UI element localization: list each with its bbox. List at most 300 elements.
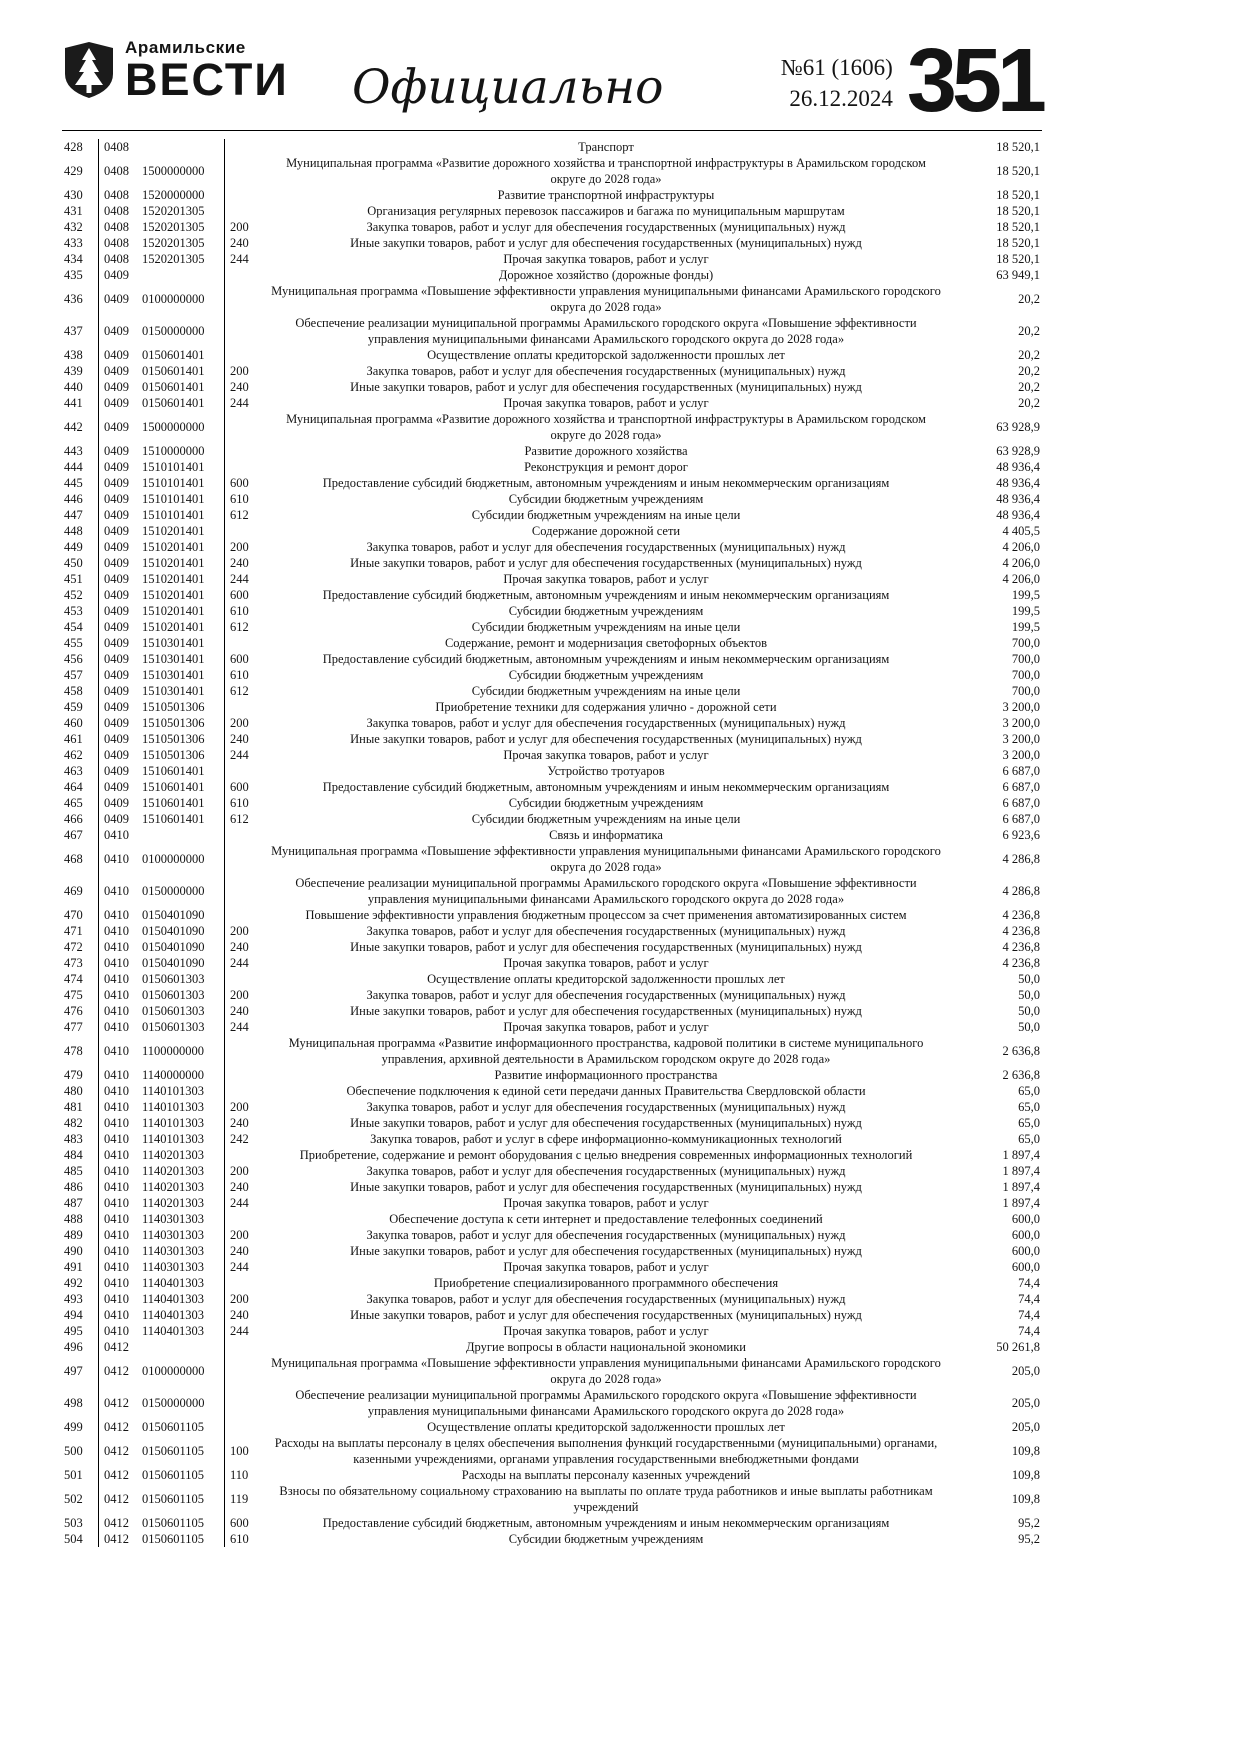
cell-vr: 600 [224, 779, 260, 795]
cell-num: 445 [64, 476, 83, 490]
cell-num: 501 [64, 1468, 83, 1482]
cell-csr: 0150601105 [142, 1468, 205, 1482]
cell-csr: 1520201305 [142, 220, 205, 234]
cell-num: 495 [64, 1324, 83, 1338]
cell-vr: 240 [224, 1003, 260, 1019]
table-row [62, 1147, 1042, 1163]
cell-num: 498 [64, 1396, 83, 1410]
masthead-city: Арамильские [125, 38, 246, 57]
cell-vr: 110 [224, 1467, 260, 1483]
cell-num: 473 [64, 956, 83, 970]
cell-rz: 0412 [98, 1387, 140, 1419]
cell-rz: 0412 [98, 1515, 140, 1531]
cell-vr [224, 1355, 260, 1387]
cell-num: 464 [64, 780, 83, 794]
cell-rz: 0409 [98, 443, 140, 459]
cell-name: Иные закупки товаров, работ и услуг для обеспечения государственных (муниципальных) нужд [350, 1180, 862, 1194]
cell-vr: 200 [224, 987, 260, 1003]
cell-num: 430 [64, 188, 83, 202]
cell-amount: 600,0 [1011, 1244, 1040, 1258]
cell-vr: 240 [224, 731, 260, 747]
cell-amount: 700,0 [1011, 668, 1040, 682]
cell-num: 456 [64, 652, 83, 666]
cell-num: 455 [64, 636, 83, 650]
table-row [62, 267, 1042, 283]
cell-name: Организация регулярных перевозок пассажиров и багажа по муниципальным маршрутам [367, 204, 845, 218]
cell-rz: 0408 [98, 203, 140, 219]
cell-num: 480 [64, 1084, 83, 1098]
cell-rz: 0409 [98, 635, 140, 651]
table-row [62, 139, 1042, 155]
cell-vr: 600 [224, 1515, 260, 1531]
cell-amount: 65,0 [1018, 1084, 1040, 1098]
cell-name: Субсидии бюджетным учреждениям [508, 668, 704, 682]
cell-num: 446 [64, 492, 83, 506]
cell-vr: 244 [224, 955, 260, 971]
cell-num: 491 [64, 1260, 83, 1274]
table-row [62, 523, 1042, 539]
cell-rz: 0410 [98, 1147, 140, 1163]
cell-csr: 1140301303 [142, 1244, 205, 1258]
cell-csr: 1510501306 [142, 748, 205, 762]
cell-vr: 200 [224, 539, 260, 555]
cell-amount: 63 928,9 [996, 420, 1040, 434]
table-row [62, 1003, 1042, 1019]
cell-csr: 1510301401 [142, 684, 205, 698]
cell-csr: 1510201401 [142, 524, 205, 538]
cell-amount: 2 636,8 [1002, 1068, 1040, 1082]
cell-vr: 610 [224, 603, 260, 619]
cell-name: Иные закупки товаров, работ и услуг для обеспечения государственных (муниципальных) нужд [350, 732, 862, 746]
cell-amount: 20,2 [1018, 364, 1040, 378]
cell-name: Субсидии бюджетным учреждениям [508, 604, 704, 618]
table-row [62, 283, 1042, 315]
cell-name: Осуществление оплаты кредиторской задолженности прошлых лет [427, 1420, 785, 1434]
cell-name: Прочая закупка товаров, работ и услуг [503, 956, 709, 970]
cell-vr [224, 139, 260, 155]
cell-amount: 4 236,8 [1002, 924, 1040, 938]
cell-amount: 50,0 [1018, 1004, 1040, 1018]
table-row [62, 1019, 1042, 1035]
cell-amount: 3 200,0 [1002, 732, 1040, 746]
cell-name: Муниципальная программа «Развитие информационного пространства, кадровой политики в системе муниципального управления, архивной деятельности в Арамильском городском округе до 2028 года» [288, 1036, 924, 1066]
cell-rz: 0408 [98, 235, 140, 251]
cell-name: Повышение эффективности управления бюджетным процессом за счет применения автоматизированных систем [305, 908, 907, 922]
cell-csr: 0150000000 [142, 1396, 205, 1410]
cell-csr: 0150601401 [142, 380, 205, 394]
cell-num: 429 [64, 164, 83, 178]
cell-name: Предоставление субсидий бюджетным, автономным учреждениям и иным некоммерческим организациям [322, 476, 890, 490]
cell-num: 502 [64, 1492, 83, 1506]
cell-name: Другие вопросы в области национальной экономики [466, 1340, 746, 1354]
cell-amount: 50,0 [1018, 1020, 1040, 1034]
cell-rz: 0409 [98, 795, 140, 811]
cell-vr [224, 1419, 260, 1435]
table-row [62, 715, 1042, 731]
cell-rz: 0409 [98, 715, 140, 731]
table-row [62, 459, 1042, 475]
cell-vr: 612 [224, 619, 260, 635]
cell-name: Взносы по обязательному социальному страхованию на выплаты по оплате труда работников и иные выплаты работникам учреждений [279, 1484, 933, 1514]
cell-num: 483 [64, 1132, 83, 1146]
cell-csr: 0100000000 [142, 1364, 205, 1378]
cell-vr: 240 [224, 939, 260, 955]
table-row [62, 1275, 1042, 1291]
cell-csr: 0100000000 [142, 852, 205, 866]
cell-name: Обеспечение реализации муниципальной программы Арамильского городского округа «Повышение эффективности управления муниципальными финансами Арамильского городского округа до 2028 года» [295, 876, 917, 906]
cell-num: 432 [64, 220, 83, 234]
cell-rz: 0410 [98, 1323, 140, 1339]
cell-name: Субсидии бюджетным учреждениям [508, 492, 704, 506]
cell-amount: 20,2 [1018, 348, 1040, 362]
cell-vr [224, 635, 260, 651]
cell-num: 449 [64, 540, 83, 554]
table-row [62, 1243, 1042, 1259]
cell-num: 462 [64, 748, 83, 762]
cell-name: Прочая закупка товаров, работ и услуг [503, 572, 709, 586]
cell-num: 486 [64, 1180, 83, 1194]
cell-num: 494 [64, 1308, 83, 1322]
table-row [62, 411, 1042, 443]
cell-name: Закупка товаров, работ и услуг для обеспечения государственных (муниципальных) нужд [366, 1164, 846, 1178]
cell-amount: 600,0 [1011, 1212, 1040, 1226]
cell-num: 431 [64, 204, 83, 218]
cell-name: Транспорт [578, 140, 634, 154]
table-row [62, 555, 1042, 571]
cell-rz: 0409 [98, 587, 140, 603]
cell-csr: 1140101303 [142, 1132, 205, 1146]
cell-num: 500 [64, 1444, 83, 1458]
cell-amount: 63 949,1 [996, 268, 1040, 282]
cell-num: 435 [64, 268, 83, 282]
cell-csr: 0150401090 [142, 908, 205, 922]
cell-vr [224, 459, 260, 475]
cell-rz: 0409 [98, 747, 140, 763]
page-number: 351 [906, 31, 1042, 131]
table-row [62, 843, 1042, 875]
cell-name: Иные закупки товаров, работ и услуг для обеспечения государственных (муниципальных) нужд [350, 1308, 862, 1322]
cell-csr: 1510301401 [142, 652, 205, 666]
cell-name: Закупка товаров, работ и услуг в сфере информационно-коммуникационных технологий [370, 1132, 842, 1146]
cell-amount: 65,0 [1018, 1132, 1040, 1146]
table-row [62, 507, 1042, 523]
cell-num: 437 [64, 324, 83, 338]
table-row [62, 603, 1042, 619]
cell-num: 484 [64, 1148, 83, 1162]
cell-name: Закупка товаров, работ и услуг для обеспечения государственных (муниципальных) нужд [366, 1228, 846, 1242]
cell-name: Иные закупки товаров, работ и услуг для обеспечения государственных (муниципальных) нужд [350, 1244, 862, 1258]
cell-num: 459 [64, 700, 83, 714]
cell-rz: 0408 [98, 139, 140, 155]
cell-rz: 0412 [98, 1467, 140, 1483]
cell-name: Закупка товаров, работ и услуг для обеспечения государственных (муниципальных) нужд [366, 924, 846, 938]
cell-num: 436 [64, 292, 83, 306]
cell-num: 442 [64, 420, 83, 434]
cell-csr: 1510501306 [142, 700, 205, 714]
cell-num: 496 [64, 1340, 83, 1354]
cell-vr [224, 187, 260, 203]
cell-csr: 0150601105 [142, 1444, 205, 1458]
cell-vr [224, 699, 260, 715]
cell-num: 499 [64, 1420, 83, 1434]
cell-rz: 0409 [98, 731, 140, 747]
table-row [62, 1387, 1042, 1419]
cell-vr: 612 [224, 507, 260, 523]
cell-amount: 205,0 [1011, 1396, 1040, 1410]
cell-name: Прочая закупка товаров, работ и услуг [503, 396, 709, 410]
cell-num: 465 [64, 796, 83, 810]
cell-name: Закупка товаров, работ и услуг для обеспечения государственных (муниципальных) нужд [366, 364, 846, 378]
cell-num: 444 [64, 460, 83, 474]
cell-name: Предоставление субсидий бюджетным, автономным учреждениям и иным некоммерческим организациям [322, 652, 890, 666]
cell-csr: 1510201401 [142, 620, 205, 634]
cell-amount: 18 520,1 [996, 220, 1040, 234]
cell-vr: 600 [224, 475, 260, 491]
cell-amount: 109,8 [1011, 1492, 1040, 1506]
cell-csr: 1510301401 [142, 636, 205, 650]
cell-name: Связь и информатика [549, 828, 663, 842]
table-row [62, 1163, 1042, 1179]
cell-csr [140, 139, 224, 155]
cell-csr: 1520201305 [142, 204, 205, 218]
cell-rz: 0410 [98, 1099, 140, 1115]
cell-rz: 0410 [98, 1259, 140, 1275]
cell-rz: 0410 [98, 939, 140, 955]
cell-csr [140, 1339, 224, 1355]
cell-amount: 3 200,0 [1002, 716, 1040, 730]
cell-csr: 1140401303 [142, 1276, 205, 1290]
cell-csr: 1520201305 [142, 252, 205, 266]
cell-amount: 20,2 [1018, 396, 1040, 410]
cell-csr: 1140401303 [142, 1324, 205, 1338]
cell-rz: 0409 [98, 283, 140, 315]
cell-csr: 1510601401 [142, 780, 205, 794]
cell-num: 452 [64, 588, 83, 602]
table-row [62, 587, 1042, 603]
cell-csr: 0150601401 [142, 348, 205, 362]
cell-amount: 18 520,1 [996, 140, 1040, 154]
cell-vr: 200 [224, 1291, 260, 1307]
cell-vr: 244 [224, 747, 260, 763]
cell-csr: 1140201303 [142, 1180, 205, 1194]
cell-vr [224, 1387, 260, 1419]
cell-name: Иные закупки товаров, работ и услуг для обеспечения государственных (муниципальных) нужд [350, 940, 862, 954]
cell-vr: 119 [224, 1483, 260, 1515]
cell-csr [140, 267, 224, 283]
cell-csr: 1510201401 [142, 540, 205, 554]
table-row [62, 1323, 1042, 1339]
cell-num: 457 [64, 668, 83, 682]
cell-num: 479 [64, 1068, 83, 1082]
cell-csr: 1100000000 [142, 1044, 205, 1058]
table-row [62, 491, 1042, 507]
cell-rz: 0409 [98, 811, 140, 827]
cell-csr: 0150401090 [142, 956, 205, 970]
cell-num: 448 [64, 524, 83, 538]
cell-csr: 0150601105 [142, 1532, 205, 1546]
cell-rz: 0409 [98, 363, 140, 379]
cell-num: 458 [64, 684, 83, 698]
cell-rz: 0409 [98, 395, 140, 411]
cell-amount: 1 897,4 [1002, 1164, 1040, 1178]
cell-name: Субсидии бюджетным учреждениям на иные цели [471, 508, 741, 522]
budget-table-body [62, 139, 1042, 1547]
cell-amount: 6 687,0 [1002, 780, 1040, 794]
cell-vr: 240 [224, 235, 260, 251]
issue-date: 26.12.2024 [789, 86, 893, 112]
cell-rz: 0410 [98, 907, 140, 923]
cell-name: Расходы на выплаты персоналу казенных учреждений [461, 1468, 751, 1482]
cell-vr [224, 1083, 260, 1099]
table-row [62, 731, 1042, 747]
cell-num: 434 [64, 252, 83, 266]
cell-amount: 74,4 [1018, 1324, 1040, 1338]
table-row [62, 1259, 1042, 1275]
cell-amount: 48 936,4 [996, 460, 1040, 474]
cell-amount: 2 636,8 [1002, 1044, 1040, 1058]
cell-name: Устройство тротуаров [547, 764, 665, 778]
table-row [62, 1035, 1042, 1067]
cell-amount: 700,0 [1011, 684, 1040, 698]
cell-vr: 200 [224, 219, 260, 235]
cell-csr: 1520201305 [142, 236, 205, 250]
cell-csr: 1510101401 [142, 460, 205, 474]
cell-vr [224, 763, 260, 779]
cell-csr: 0150601105 [142, 1420, 205, 1434]
cell-rz: 0409 [98, 603, 140, 619]
cell-vr: 612 [224, 683, 260, 699]
cell-vr: 600 [224, 587, 260, 603]
cell-amount: 1 897,4 [1002, 1180, 1040, 1194]
cell-name: Осуществление оплаты кредиторской задолженности прошлых лет [427, 972, 785, 986]
cell-csr: 1140201303 [142, 1148, 205, 1162]
table-row [62, 987, 1042, 1003]
cell-vr [224, 283, 260, 315]
cell-rz: 0409 [98, 379, 140, 395]
cell-num: 476 [64, 1004, 83, 1018]
masthead-title: ВЕСТИ [125, 54, 289, 105]
cell-name: Прочая закупка товаров, работ и услуг [503, 1260, 709, 1274]
table-row [62, 1195, 1042, 1211]
table-row [62, 347, 1042, 363]
table-row [62, 203, 1042, 219]
cell-amount: 4 236,8 [1002, 940, 1040, 954]
cell-name: Приобретение специализированного программного обеспечения [433, 1276, 779, 1290]
cell-rz: 0408 [98, 155, 140, 187]
cell-csr: 1510501306 [142, 716, 205, 730]
cell-csr: 1140000000 [142, 1068, 205, 1082]
cell-amount: 65,0 [1018, 1116, 1040, 1130]
cell-amount: 63 928,9 [996, 444, 1040, 458]
cell-num: 503 [64, 1516, 83, 1530]
cell-csr: 1510201401 [142, 572, 205, 586]
table-row [62, 219, 1042, 235]
cell-vr: 244 [224, 571, 260, 587]
cell-vr [224, 971, 260, 987]
cell-name: Муниципальная программа «Развитие дорожного хозяйства и транспортной инфраструктуры в Арамильском городском округе до 2028 года» [286, 412, 926, 442]
cell-name: Иные закупки товаров, работ и услуг для обеспечения государственных (муниципальных) нужд [350, 380, 862, 394]
cell-vr [224, 523, 260, 539]
table-row [62, 811, 1042, 827]
cell-amount: 50 261,8 [996, 1340, 1040, 1354]
cell-num: 478 [64, 1044, 83, 1058]
cell-amount: 48 936,4 [996, 508, 1040, 522]
cell-rz: 0410 [98, 1067, 140, 1083]
cell-name: Прочая закупка товаров, работ и услуг [503, 1020, 709, 1034]
cell-csr: 1510101401 [142, 492, 205, 506]
table-row [62, 1419, 1042, 1435]
cell-rz: 0412 [98, 1355, 140, 1387]
cell-rz: 0410 [98, 1003, 140, 1019]
cell-rz: 0410 [98, 1179, 140, 1195]
cell-num: 447 [64, 508, 83, 522]
table-row [62, 475, 1042, 491]
cell-rz: 0410 [98, 1115, 140, 1131]
cell-amount: 600,0 [1011, 1260, 1040, 1274]
cell-name: Закупка товаров, работ и услуг для обеспечения государственных (муниципальных) нужд [366, 716, 846, 730]
cell-amount: 600,0 [1011, 1228, 1040, 1242]
table-row [62, 1179, 1042, 1195]
cell-rz: 0409 [98, 267, 140, 283]
cell-csr: 0150601105 [142, 1516, 205, 1530]
cell-vr: 240 [224, 1307, 260, 1323]
cell-rz: 0410 [98, 1291, 140, 1307]
cell-num: 474 [64, 972, 83, 986]
cell-vr: 200 [224, 1227, 260, 1243]
cell-vr [224, 827, 260, 843]
table-row [62, 971, 1042, 987]
cell-vr: 610 [224, 795, 260, 811]
cell-num: 489 [64, 1228, 83, 1242]
cell-rz: 0409 [98, 667, 140, 683]
cell-amount: 4 206,0 [1002, 540, 1040, 554]
cell-rz: 0409 [98, 523, 140, 539]
cell-csr: 1140201303 [142, 1164, 205, 1178]
cell-amount: 6 687,0 [1002, 764, 1040, 778]
cell-num: 487 [64, 1196, 83, 1210]
table-row [62, 827, 1042, 843]
cell-rz: 0410 [98, 827, 140, 843]
masthead [62, 38, 300, 105]
cell-amount: 1 897,4 [1002, 1196, 1040, 1210]
cell-name: Развитие транспортной инфраструктуры [497, 188, 715, 202]
cell-amount: 3 200,0 [1002, 748, 1040, 762]
table-row [62, 747, 1042, 763]
cell-amount: 18 520,1 [996, 252, 1040, 266]
cell-name: Прочая закупка товаров, работ и услуг [503, 748, 709, 762]
cell-amount: 4 286,8 [1002, 884, 1040, 898]
cell-rz: 0410 [98, 1275, 140, 1291]
cell-amount: 4 236,8 [1002, 908, 1040, 922]
table-row [62, 235, 1042, 251]
cell-rz: 0410 [98, 1163, 140, 1179]
cell-amount: 1 897,4 [1002, 1148, 1040, 1162]
cell-vr: 244 [224, 1195, 260, 1211]
cell-amount: 4 236,8 [1002, 956, 1040, 970]
table-row [62, 651, 1042, 667]
table-row [62, 923, 1042, 939]
cell-num: 475 [64, 988, 83, 1002]
table-row [62, 1339, 1042, 1355]
table-row [62, 635, 1042, 651]
cell-rz: 0408 [98, 187, 140, 203]
cell-csr: 1510101401 [142, 476, 205, 490]
cell-vr: 242 [224, 1131, 260, 1147]
cell-vr [224, 1067, 260, 1083]
cell-rz: 0410 [98, 971, 140, 987]
cell-name: Дорожное хозяйство (дорожные фонды) [498, 268, 714, 282]
cell-rz: 0410 [98, 1243, 140, 1259]
